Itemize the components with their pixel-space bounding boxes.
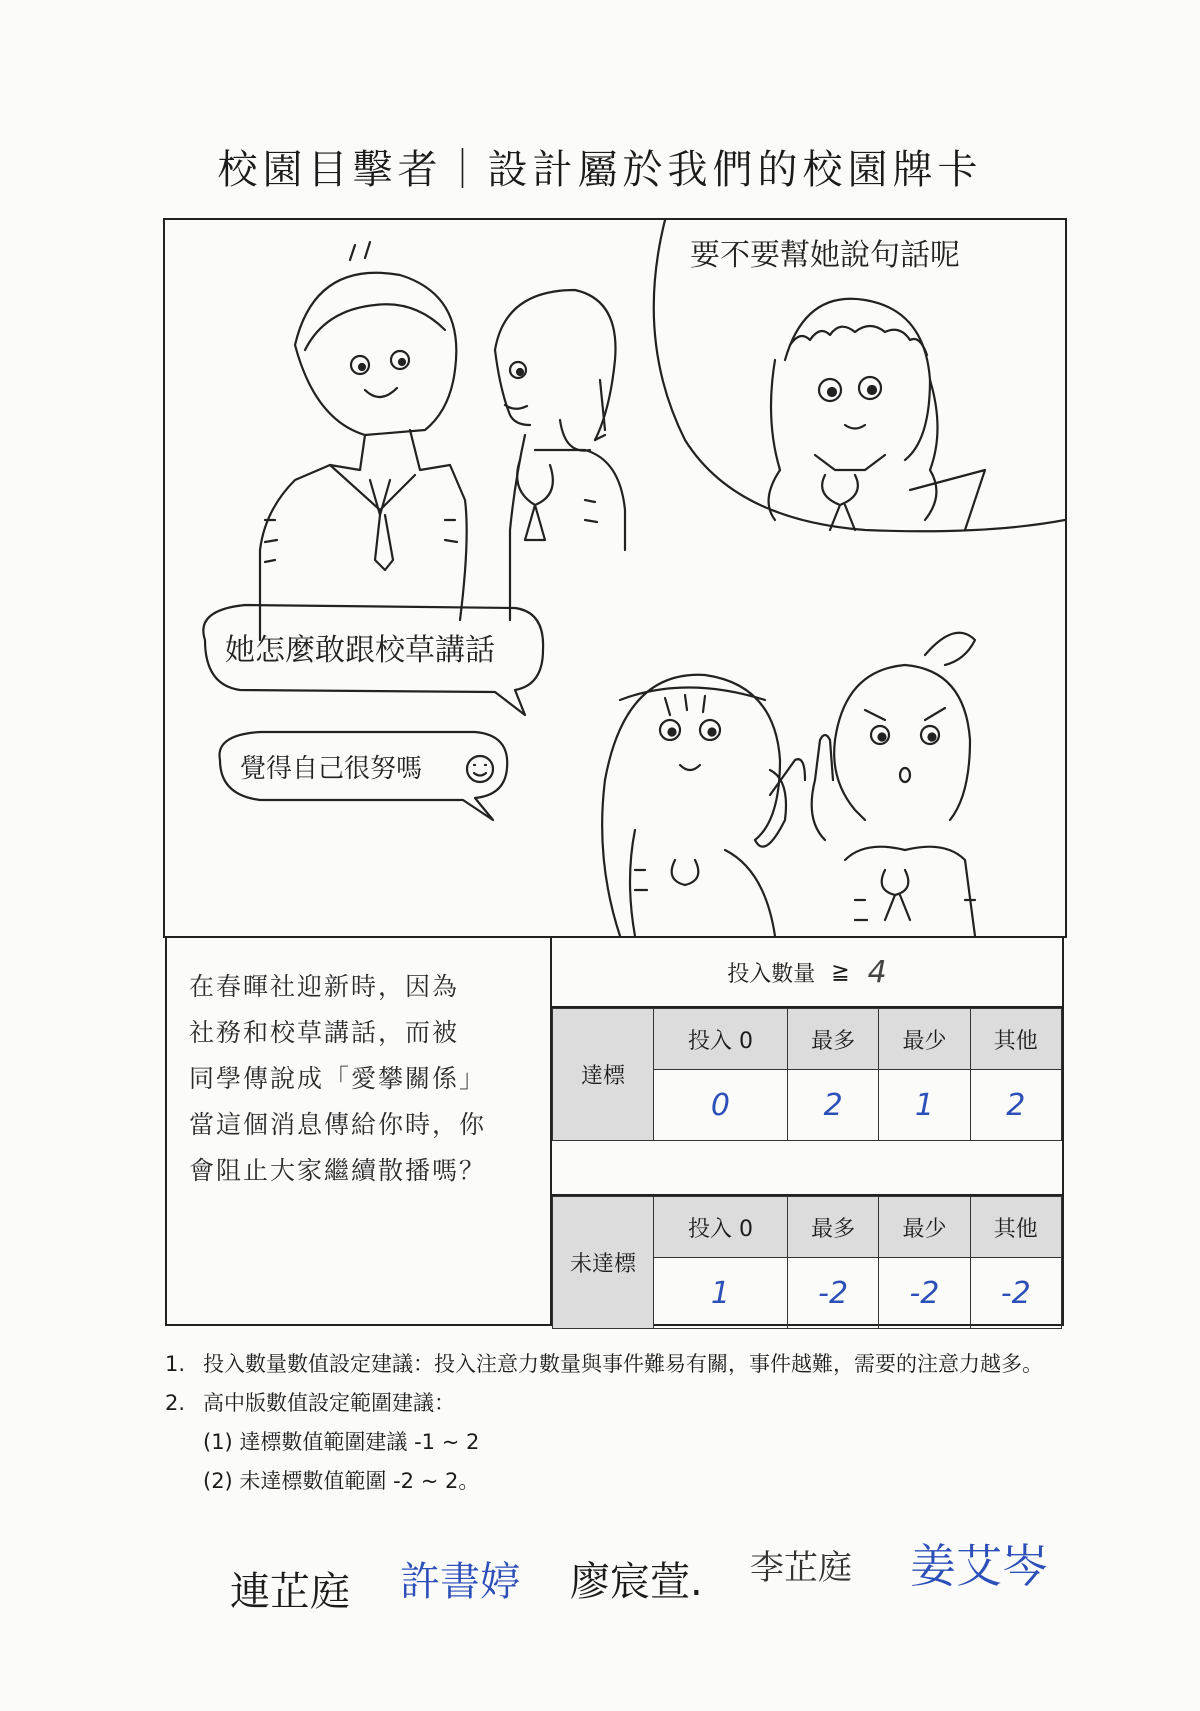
scenario-box (167, 938, 552, 1324)
pass-value: 0 (654, 1070, 788, 1141)
signature: 連芷庭 (230, 1569, 350, 1615)
signature: 廖宸萱. (570, 1559, 703, 1605)
pass-group (552, 1006, 1062, 1141)
note-item-2 (165, 1384, 1065, 1423)
girl-whispering-figure (602, 675, 805, 936)
column-header: 最少 (879, 1009, 970, 1070)
bubble-left-text-1: 她怎麼敢跟校草講話 (225, 633, 495, 668)
signature: 許書婷 (400, 1559, 520, 1605)
comic-illustration (165, 220, 1065, 936)
scenario-text: 在春暉社迎新時，因為 社務和校草講話，而被 同學傳說成「愛攀關係」 當這個消息傳給你時，你 會阻止大家繼續散播嗎？ (189, 972, 487, 1185)
smiley-icon (467, 756, 493, 782)
note-text: 高中版數值設定範圍建議： (203, 1391, 455, 1415)
column-header: 投入 0 (654, 1197, 788, 1258)
fail-value: -2 (970, 1258, 1061, 1329)
note-sub-2: (2) 未達標數值範圍 -2 ~ 2。 (203, 1469, 480, 1493)
column-header: 其他 (970, 1197, 1061, 1258)
fail-label: 未達標 (553, 1197, 654, 1329)
input-count-label: 投入數量 (727, 961, 816, 987)
fail-group (552, 1194, 1062, 1329)
column-header: 最多 (787, 1009, 878, 1070)
column-header: 最多 (787, 1197, 878, 1258)
input-count-row (552, 938, 1062, 1008)
fail-value: -2 (787, 1258, 878, 1329)
bubble-top-text: 要不要幫她說句話呢 (690, 238, 960, 273)
fail-value: -2 (879, 1258, 970, 1329)
pass-table (552, 1008, 1062, 1141)
comic-panel (163, 218, 1067, 938)
input-count-symbol: ≧ (831, 959, 850, 985)
boy-figure (260, 242, 467, 640)
column-header: 最少 (879, 1197, 970, 1258)
notes (165, 1345, 1065, 1501)
pass-value: 2 (970, 1070, 1061, 1141)
signature: 姜艾岑 (910, 1539, 1048, 1593)
note-sub-1: (1) 達標數值範圍建議 -1 ~ 2 (203, 1430, 480, 1454)
girl-ponytail-figure (812, 633, 975, 936)
fail-value: 1 (654, 1258, 788, 1329)
page-title: 校園目擊者｜設計屬於我們的校園牌卡 (217, 147, 983, 193)
note-item-1 (165, 1345, 1065, 1384)
note-number: 2. (165, 1391, 186, 1415)
bubble-left-text-2: 覺得自己很努嗎 (240, 754, 423, 784)
signatures (230, 1540, 1110, 1660)
girl-side-figure (495, 290, 625, 620)
column-header: 其他 (970, 1009, 1061, 1070)
table-spacer (552, 1136, 1062, 1194)
pass-label: 達標 (553, 1009, 654, 1141)
note-number: 1. (165, 1352, 186, 1376)
pass-value: 2 (787, 1070, 878, 1141)
note-text: 投入數量數值設定建議：投入注意力數量與事件難易有關，事件越難，需要的注意力越多。 (203, 1352, 1043, 1376)
card-details (165, 936, 1064, 1326)
fail-table (552, 1196, 1062, 1329)
signature: 李芷庭 (750, 1548, 852, 1588)
pass-value: 1 (879, 1070, 970, 1141)
girl-thinking-figure (769, 299, 985, 530)
column-header: 投入 0 (654, 1009, 788, 1070)
scoring-area (552, 938, 1062, 1324)
input-count-value: 4 (867, 954, 887, 990)
